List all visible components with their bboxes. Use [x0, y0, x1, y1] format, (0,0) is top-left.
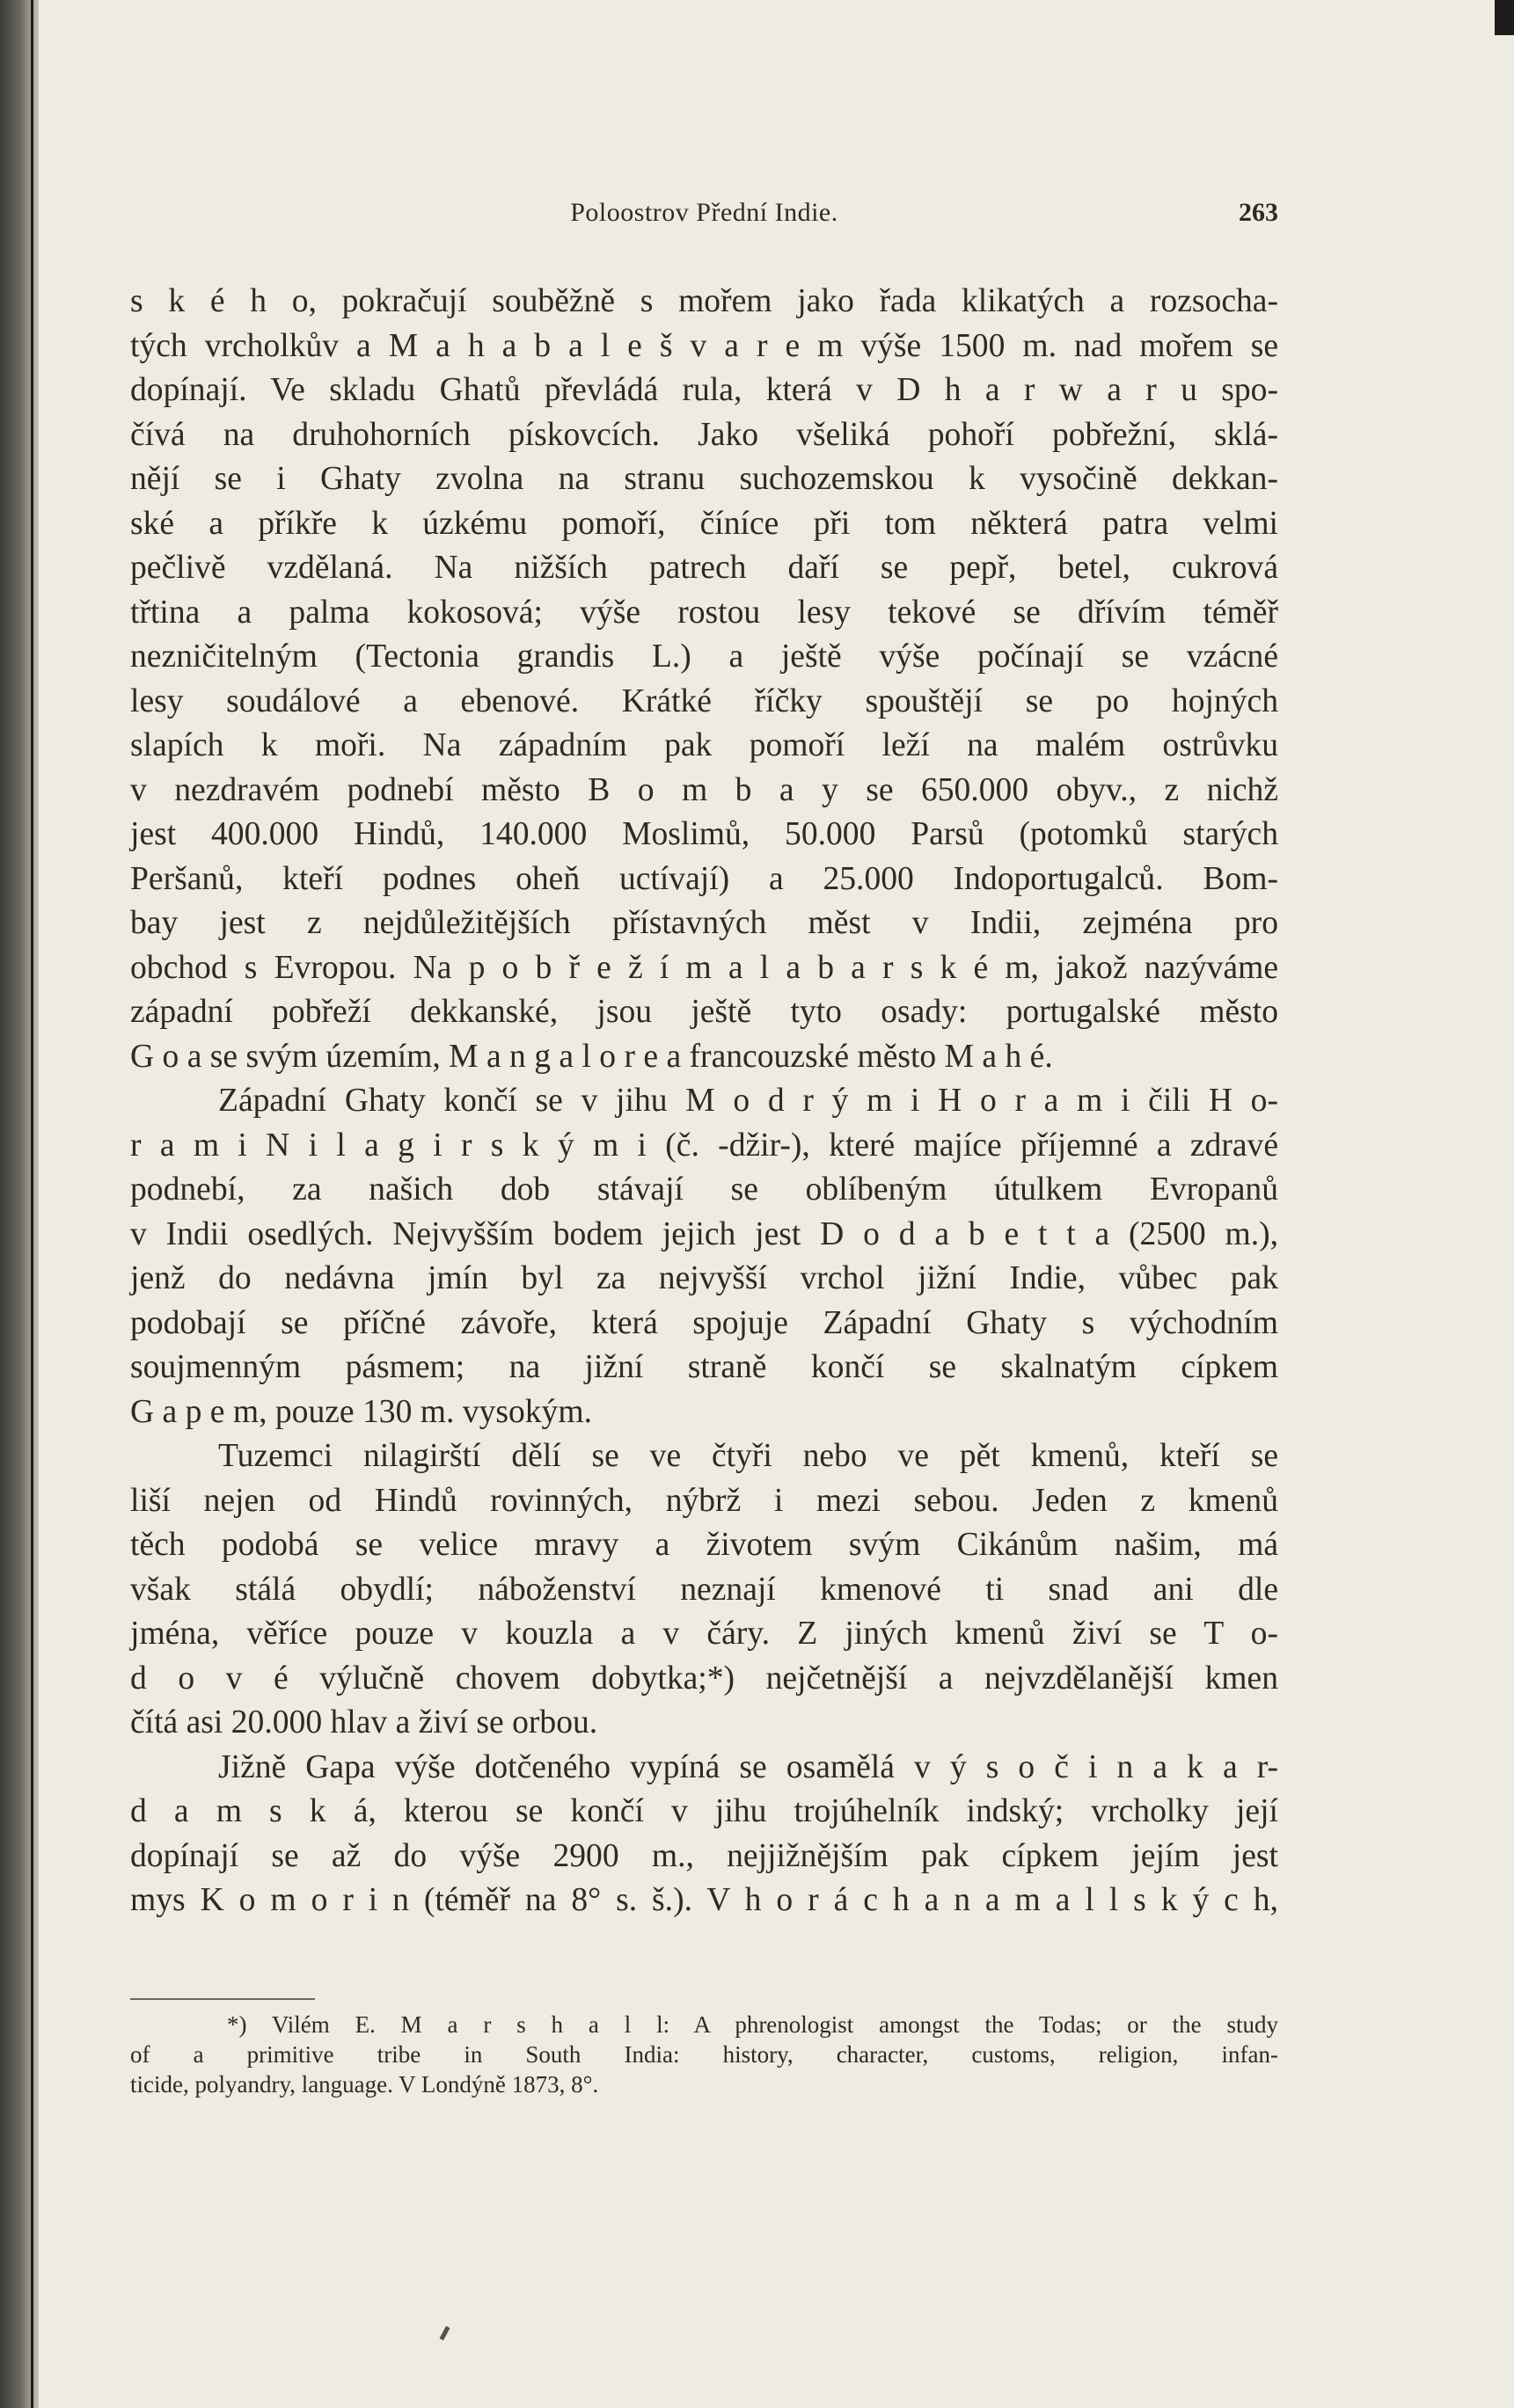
text-line: podnebí, za našich dob stávají se oblíbeným útulkem Evropanů	[130, 1171, 1278, 1208]
text-line: lesy soudálové a ebenové. Krátké říčky spouštějí se po hojných	[130, 682, 1278, 719]
text-line: r a m i N i l a g i r s k ý m i (č. -džir-), které majíce příjemné a zdravé	[130, 1127, 1278, 1164]
text-line: však stálá obydlí; náboženství neznají kmenové ti snad ani dle	[130, 1571, 1278, 1608]
text-line: v nezdravém podnebí město B o m b a y se 650.000 obyv., z nichž	[130, 771, 1278, 808]
text-line: G a p e m, pouze 130 m. vysokým.	[130, 1393, 592, 1430]
footnote-rule	[130, 1998, 315, 2000]
text-line: s k é h o, pokračují souběžně s mořem jako řada klikatých a rozsocha-	[130, 283, 1278, 319]
scan-corner	[1495, 0, 1514, 35]
text-line: bay jest z nejdůležitějších přístavných měst v Indii, zejména pro	[130, 905, 1278, 941]
text-line: d o v é výlučně chovem dobytka;*) nejčetnější a nejvzdělanější kmen	[130, 1660, 1278, 1697]
text-line: Jižně Gapa výše dotčeného vypíná se osamělá v ý s o č i n a k a r-	[218, 1748, 1278, 1785]
text-line: Tuzemci nilagirští dělí se ve čtyři nebo ve pět kmenů, kteří se	[218, 1438, 1278, 1474]
text-line: ské a příkře k úzkému pomoří, číníce při tom některá patra velmi	[130, 505, 1278, 542]
text-line: dopínají se až do výše 2900 m., nejjižnějším pak cípkem jejím jest	[130, 1837, 1278, 1874]
page-header	[130, 198, 1278, 233]
running-title: Poloostrov Přední Indie.	[570, 198, 838, 227]
text-line: třtina a palma kokosová; výše rostou lesy tekové se dřívím téměř	[130, 594, 1278, 631]
text-line: podobají se příčné závoře, která spojuje Západní Ghaty s východním	[130, 1304, 1278, 1341]
footnote-line: *) Vilém E. M a r s h a l l: A phrenologist amongst the Todas; or the study	[227, 2011, 1278, 2038]
text-line: soujmenným pásmem; na jižní straně končí se skalnatým cípkem	[130, 1349, 1278, 1385]
text-line: jenž do nedávna jmín byl za nejvyšší vrchol jižní Indie, vůbec pak	[130, 1260, 1278, 1296]
footnote	[130, 2010, 1278, 2099]
pencil-mark	[440, 2326, 450, 2340]
text-line: nezničitelným (Tectonia grandis L.) a ještě výše počínají se vzácné	[130, 638, 1278, 675]
text-line: pečlivě vzdělaná. Na nižších patrech daří se pepř, betel, cukrová	[130, 550, 1278, 586]
binding-edge	[31, 0, 33, 2408]
text-line: Západní Ghaty končí se v jihu M o d r ý m i H o r a m i čili H o-	[218, 1083, 1278, 1119]
text-line: dopínají. Ve skladu Ghatů převládá rula, která v D h a r w a r u spo-	[130, 372, 1278, 408]
main-text	[130, 280, 1278, 1923]
text-line: jména, věříce pouze v kouzla a v čáry. Z jiných kmenů živí se T o-	[130, 1616, 1278, 1652]
text-line: čítá asi 20.000 hlav a živí se orbou.	[130, 1704, 598, 1740]
text-line: v Indii osedlých. Nejvyšším bodem jejich jest D o d a b e t t a (2500 m.),	[130, 1215, 1278, 1252]
text-line: nějí se i Ghaty zvolna na stranu suchozemskou k vysočině dekkan-	[130, 461, 1278, 497]
text-line: jest 400.000 Hindů, 140.000 Moslimů, 50.000 Parsů (potomků starých	[130, 816, 1278, 852]
text-line: těch podobá se velice mravy a životem svým Cikánům našim, má	[130, 1527, 1278, 1563]
footnote-line: ticide, polyandry, language. V Londýně 1873, 8°.	[130, 2071, 599, 2098]
page-number: 263	[1239, 198, 1278, 227]
text-line: mys K o m o r i n (téměř na 8° s. š.). V h o r á c h a n a m a l l s k ý c h,	[130, 1882, 1278, 1918]
text-line: čívá na druhohorních pískovcích. Jako všeliká pohoří pobřežní, sklá-	[130, 416, 1278, 453]
text-line: G o a se svým územím, M a n g a l o r e a francouzské město M a h é.	[130, 1038, 1053, 1075]
text-line: západní pobřeží dekkanské, jsou ještě tyto osady: portugalské město	[130, 994, 1278, 1030]
text-line: obchod s Evropou. Na p o b ř e ž í m a l a b a r s k é m, jakož nazýváme	[130, 949, 1278, 986]
footnote-line: of a primitive tribe in South India: history, character, customs, religion, infan-	[130, 2041, 1278, 2068]
text-line: liší nejen od Hindů rovinných, nýbrž i mezi sebou. Jeden z kmenů	[130, 1482, 1278, 1519]
text-line: d a m s k á, kterou se končí v jihu trojúhelník indský; vrcholky její	[130, 1793, 1278, 1829]
text-line: Peršanů, kteří podnes oheň uctívají) a 25.000 Indoportugalců. Bom-	[130, 860, 1278, 897]
text-line: slapích k moři. Na západním pak pomoří leží na malém ostrůvku	[130, 727, 1278, 763]
text-line: tých vrcholkův a M a h a b a l e š v a r e m výše 1500 m. nad mořem se	[130, 327, 1278, 364]
